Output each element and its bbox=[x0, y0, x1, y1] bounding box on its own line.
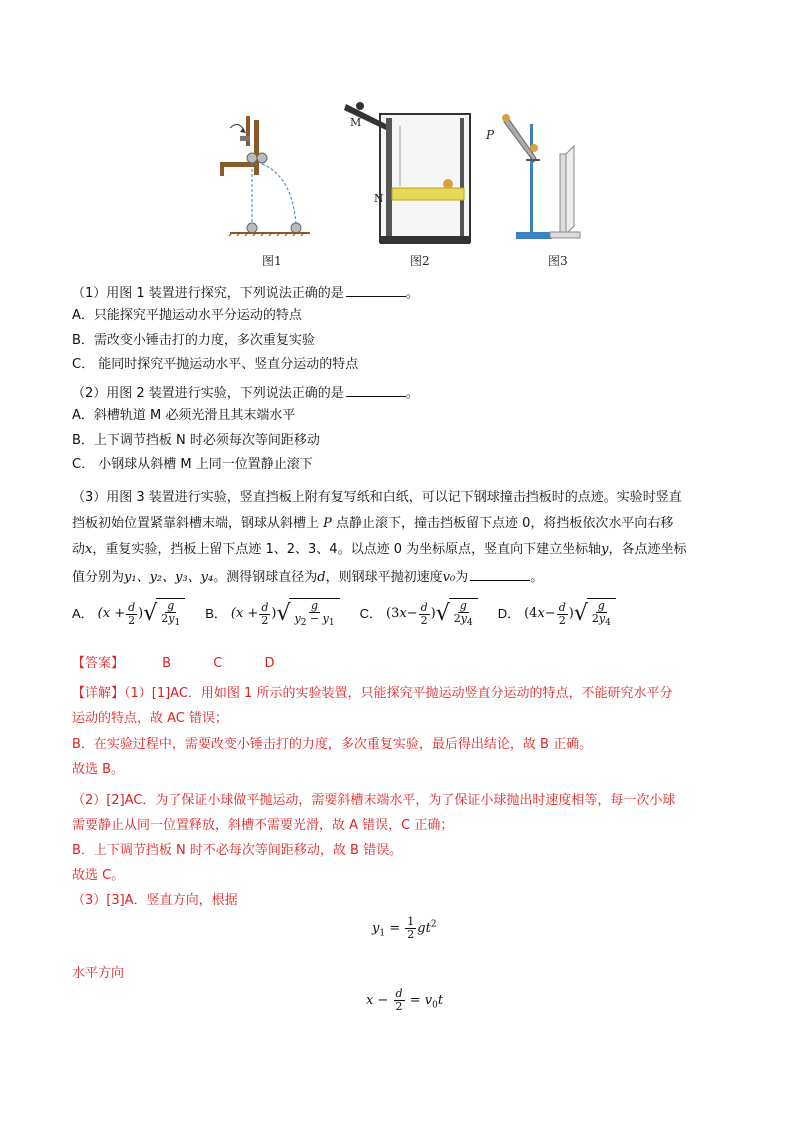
q2-stem: （2）用图 2 装置进行实验，下列说法正确的是 。 bbox=[72, 382, 730, 404]
label-M: M bbox=[350, 116, 362, 129]
q2-answer-blank[interactable] bbox=[346, 382, 406, 397]
q2-option-a: A．斜槽轨道 M 必须光滑且其末端水平 bbox=[72, 408, 296, 423]
q1-answer-blank[interactable] bbox=[346, 282, 406, 297]
detail-line-6: 需要静止从同一位置释放，斜槽不需要光滑，故 A 错误，C 正确； bbox=[72, 818, 454, 833]
q3-line-1: （3）用图 3 装置进行实验，竖直挡板上附有复写纸和白纸，可以记下钢球撞击挡板时的点迹。实验时竖直 bbox=[72, 490, 682, 505]
q3-option-a: A． (x + $\frac{d}{2}$ ) √ $\frac{g}{2y_1}$ bbox=[72, 598, 185, 629]
detail-line-10: 水平方向 bbox=[72, 966, 125, 981]
formula-horizontal: x − $\frac{d}{2}$ = $v_0t$ bbox=[366, 987, 444, 1013]
q3-answer-blank[interactable] bbox=[470, 566, 530, 581]
q2-option-c: C． 小钢球从斜槽 M 上同一位置静止滚下 bbox=[72, 457, 313, 472]
figure-3 bbox=[500, 104, 600, 244]
figure-3-caption: 图3 bbox=[548, 254, 568, 268]
detail-line-8: 故选 C。 bbox=[72, 868, 125, 883]
detail-line-9: （3）[3]A．竖直方向，根据 bbox=[72, 893, 238, 908]
answer-3: D bbox=[264, 656, 275, 671]
formula-vertical: $y_1$ = $\frac{1}{2}$ $gt^2$ bbox=[372, 915, 437, 941]
figure-1-caption: 图1 bbox=[262, 254, 282, 268]
detail-line-2: 运动的特点，故 AC 错误； bbox=[72, 711, 229, 726]
q1-stem: （1）用图 1 装置进行探究，下列说法正确的是 。 bbox=[72, 282, 730, 304]
detail-line-3: B．在实验过程中，需要改变小锤击打的力度，多次重复实验，最后得出结论，故 B 正确。 bbox=[72, 737, 593, 752]
q1-option-a: A．只能探究平抛运动水平分运动的特点 bbox=[72, 308, 302, 323]
q3-line-2: 挡板初始位置紧靠斜槽末端，钢球从斜槽上 P 点静止滚下，撞击挡板留下点迹 0，将挡板依次水平向右移 bbox=[72, 516, 674, 531]
figure-1 bbox=[210, 106, 320, 236]
q2-option-b: B．上下调节挡板 N 时必须每次等间距移动 bbox=[72, 433, 320, 448]
answer-1: B bbox=[162, 656, 172, 671]
q1-option-c: C． 能同时探究平抛运动水平、竖直分运动的特点 bbox=[72, 357, 359, 372]
label-N: N bbox=[374, 192, 384, 205]
q3-option-d: D． (4 x − $\frac{d}{2}$ ) √ $\frac{g}{2y_4}$ bbox=[498, 598, 616, 629]
q3-option-b: B． (x + $\frac{d}{2}$ ) √ $\frac{g}{y_2 - y_1}$ bbox=[205, 598, 339, 629]
q1-option-b: B．需改变小锤击打的力度，多次重复实验 bbox=[72, 333, 315, 348]
detail-line-1: 【详解】（1）[1]AC．用如图 1 所示的实验装置，只能探究平抛运动竖直分运动的特点，不能研究水平分 bbox=[72, 686, 673, 701]
q3-line-3: 动x，重复实验，挡板上留下点迹 1、2、3、4。以点迹 0 为坐标原点，竖直向下建立坐标轴y，各点迹坐标 bbox=[72, 542, 687, 557]
q3-option-c: C． (3 x − $\frac{d}{2}$ ) √ $\frac{g}{2y_4}$ bbox=[360, 598, 478, 629]
detail-line-4: 故选 B。 bbox=[72, 762, 125, 777]
detail-line-5: （2）[2]AC．为了保证小球做平抛运动，需要斜槽末端水平，为了保证小球抛出时速度相等，每一次小球 bbox=[72, 793, 676, 808]
figure-2-caption: 图2 bbox=[410, 254, 430, 268]
q3-line-4: 值分别为y₁、y₂、y₃、y₄。测得钢球直径为d，则钢球平抛初速度v₀为 。 bbox=[72, 566, 730, 588]
answer-line: 【答案】 B C D bbox=[72, 656, 275, 671]
answer-2: C bbox=[213, 656, 223, 671]
detail-line-7: B．上下调节挡板 N 时不必每次等间距移动，故 B 错误。 bbox=[72, 843, 403, 858]
figures-row bbox=[210, 96, 600, 271]
q3-options bbox=[72, 594, 730, 634]
label-P: P bbox=[486, 128, 495, 142]
